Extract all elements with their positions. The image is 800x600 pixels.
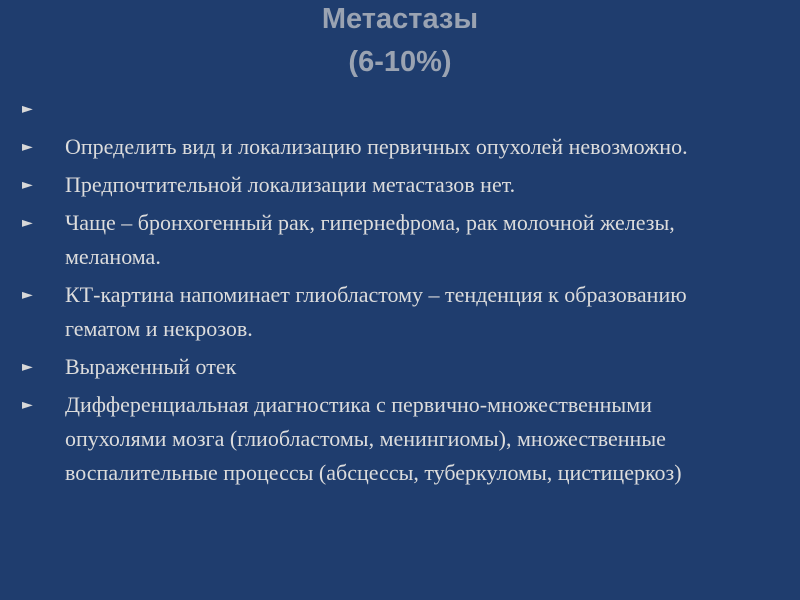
bullet-item	[22, 278, 752, 346]
bullet-arrow-icon: ►	[22, 287, 33, 303]
bullet-item	[22, 388, 752, 490]
bullet-text: Выраженный отек	[65, 354, 237, 379]
bullet-text: Дифференциальная диагностика с первично-множественными опухолями мозга (глиобластомы, менингиомы), множественные воспалительные процессы (абсцессы, туберкуломы, цистицеркоз)	[65, 392, 682, 485]
slide-title	[0, 0, 800, 84]
bullet-item-empty	[22, 92, 752, 126]
bullet-arrow-icon: ►	[22, 101, 33, 117]
slide-title-line-1: Метастазы	[321, 3, 479, 35]
bullet-text: Предпочтительной локализации метастазов нет.	[65, 172, 516, 197]
bullet-item	[22, 350, 752, 384]
bullet-arrow-icon: ►	[22, 139, 33, 155]
bullet-text: Определить вид и локализацию первичных опухолей невозможно.	[65, 134, 688, 159]
bullet-list	[22, 92, 752, 494]
bullet-arrow-icon: ►	[22, 359, 33, 375]
bullet-item	[22, 130, 752, 164]
bullet-text: КТ-картина напоминает глиобластому – тенденция к образованию гематом и некрозов.	[65, 282, 687, 341]
bullet-text: Чаще – бронхогенный рак, гипернефрома, рак молочной железы, меланома.	[65, 210, 675, 269]
bullet-item	[22, 206, 752, 274]
bullet-arrow-icon: ►	[22, 177, 33, 193]
bullet-item	[22, 168, 752, 202]
slide-title-line-2: (6-10%)	[348, 46, 452, 78]
bullet-arrow-icon: ►	[22, 215, 33, 231]
bullet-arrow-icon: ►	[22, 397, 33, 413]
